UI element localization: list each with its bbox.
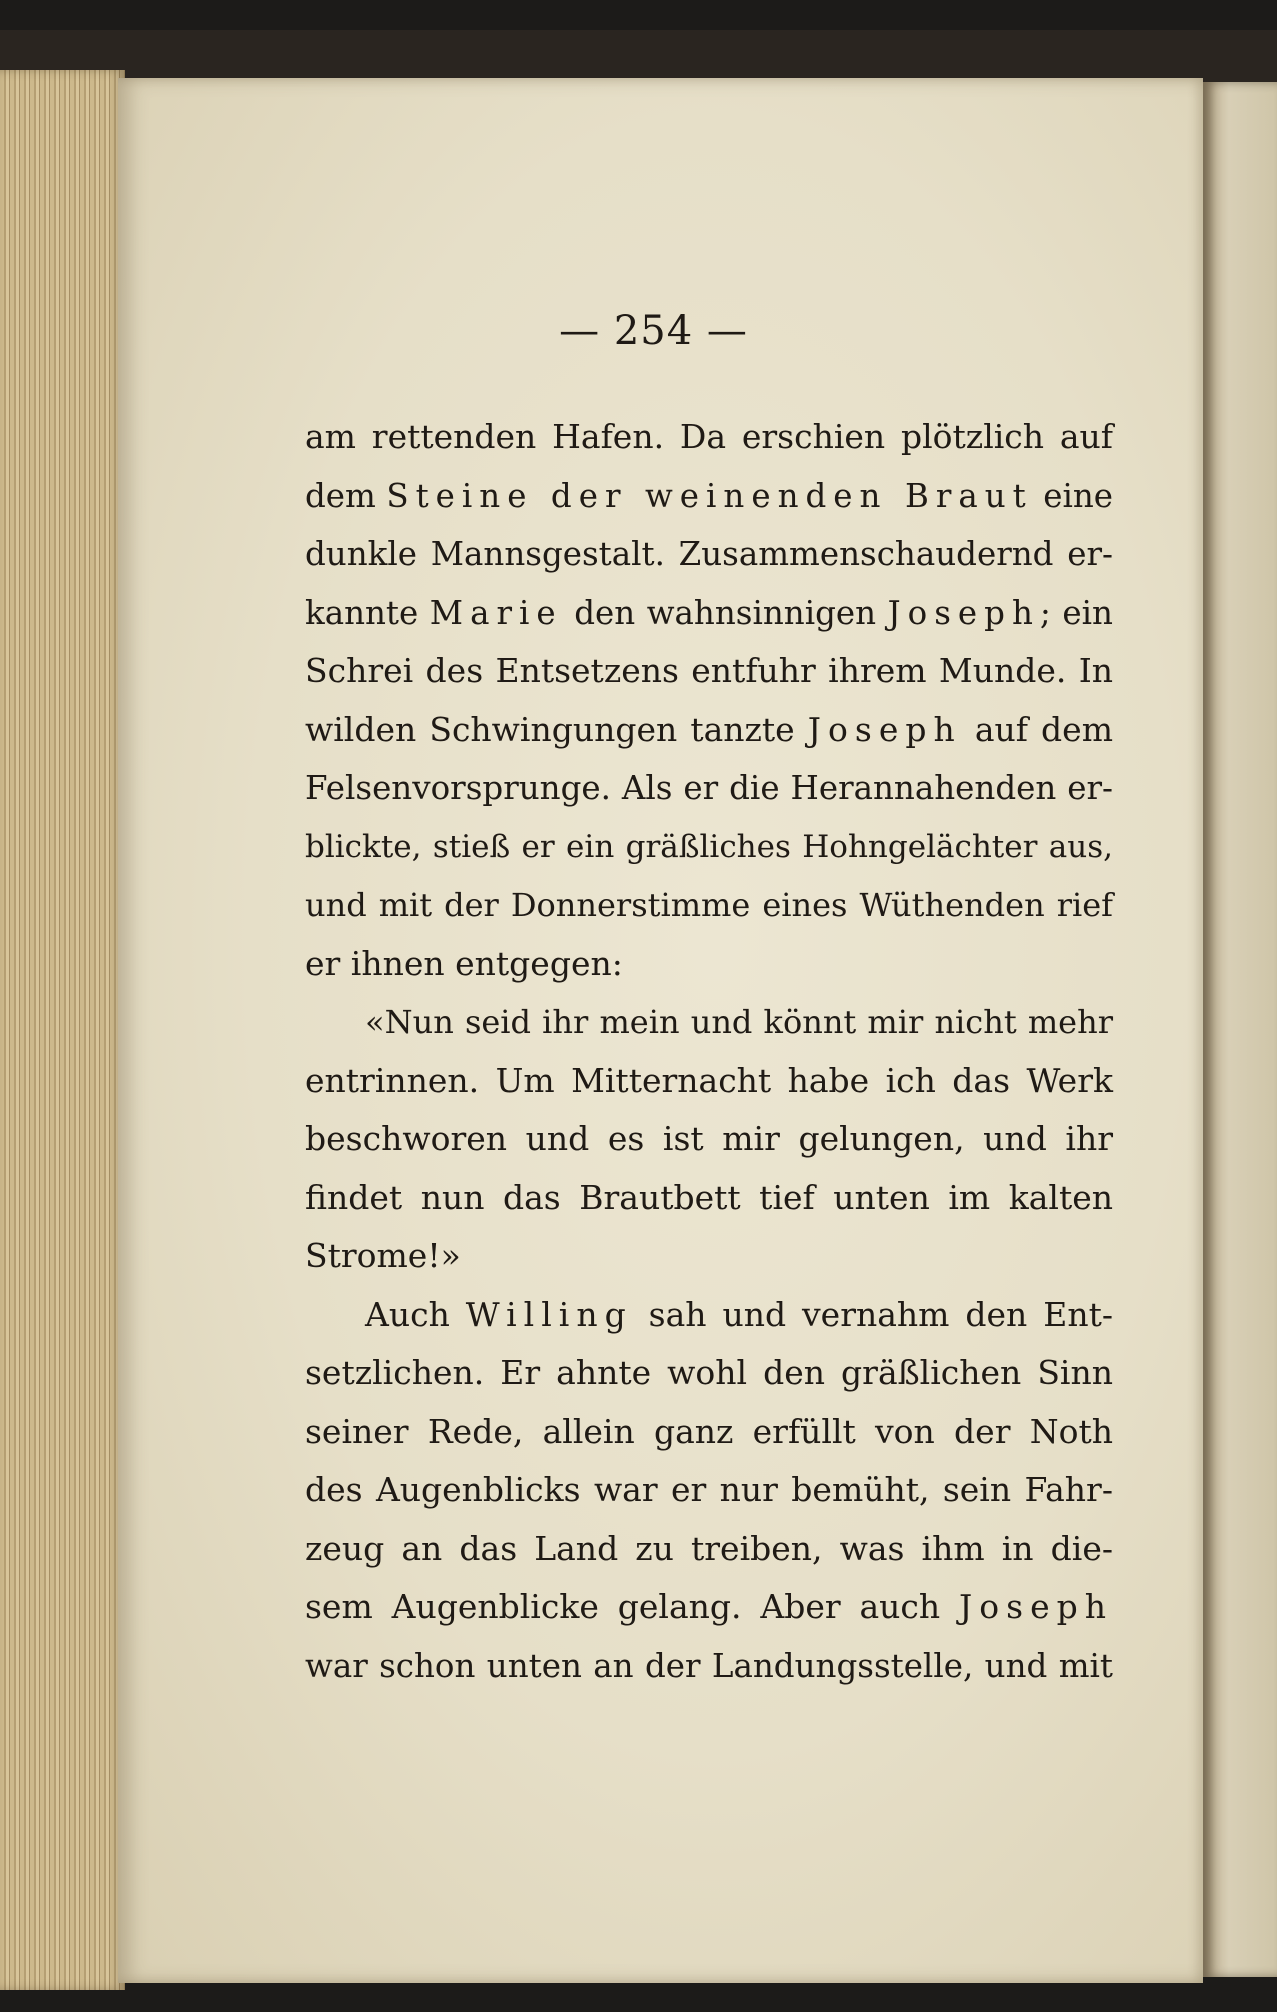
text-line: sem Augenblicke gelang. Aber auch Joseph bbox=[305, 1587, 1113, 1626]
text-line: entrinnen. Um Mitternacht habe ich das Werk bbox=[305, 1060, 1113, 1100]
emphasized-name: Joseph bbox=[959, 1587, 1113, 1626]
text-line: zeug an das Land zu treiben, was ihm in die- bbox=[305, 1528, 1113, 1568]
text-line: «Nun seid ihr mein und könnt mir nicht mehr bbox=[365, 1003, 1113, 1041]
text-line: am rettenden Hafen. Da erschien plötzlich auf bbox=[305, 417, 1113, 456]
page-edges bbox=[0, 70, 125, 1990]
text-line: kannte Marie den wahnsinnigen Joseph; ein bbox=[305, 593, 1113, 632]
emphasized-name: Willing bbox=[465, 1294, 633, 1334]
text-line: Strome!» bbox=[305, 1236, 461, 1275]
text-line: er ihnen entgegen: bbox=[305, 943, 623, 983]
text-line: des Augenblicks war er nur bemüht, sein Fahr- bbox=[305, 1470, 1113, 1509]
text-line: dem Steine der weinenden Braut eine bbox=[305, 476, 1113, 515]
text-line: blickte, stieß er ein gräßliches Hohngelächter aus, bbox=[305, 828, 1113, 865]
text-line: war schon unten an der Landungsstelle, und mit bbox=[305, 1646, 1113, 1685]
emphasized-text: Steine der weinenden Braut bbox=[386, 476, 1033, 515]
text-line: findet nun das Brautbett tief unten im kalten bbox=[305, 1177, 1113, 1217]
text-line: wilden Schwingungen tanzte Joseph auf dem bbox=[305, 709, 1113, 749]
text-line: Schrei des Entsetzens entfuhr ihrem Munde. In bbox=[305, 651, 1113, 690]
text-line: beschworen und es ist mir gelungen, und ihr bbox=[305, 1119, 1113, 1158]
text-line: setzlichen. Er ahnte wohl den gräßlichen Sinn bbox=[305, 1353, 1113, 1392]
emphasized-name: Joseph bbox=[887, 593, 1040, 632]
emphasized-name: Marie bbox=[429, 593, 563, 632]
page-number: — 254 — bbox=[559, 308, 748, 354]
text-line: Felsenvorsprunge. Als er die Herannahenden er- bbox=[305, 769, 1113, 807]
text-line: dunkle Mannsgestalt. Zusammenschaudernd er- bbox=[305, 535, 1113, 573]
body-text bbox=[305, 408, 1113, 1695]
text-line: und mit der Donnerstimme eines Wüthenden rief bbox=[305, 886, 1113, 924]
emphasized-name: Joseph bbox=[807, 709, 962, 749]
text-line: Auch Willing sah und vernahm den Ent- bbox=[365, 1294, 1113, 1334]
facing-page-edge bbox=[1203, 82, 1277, 1977]
text-line: seiner Rede, allein ganz erfüllt von der Noth bbox=[305, 1411, 1113, 1451]
